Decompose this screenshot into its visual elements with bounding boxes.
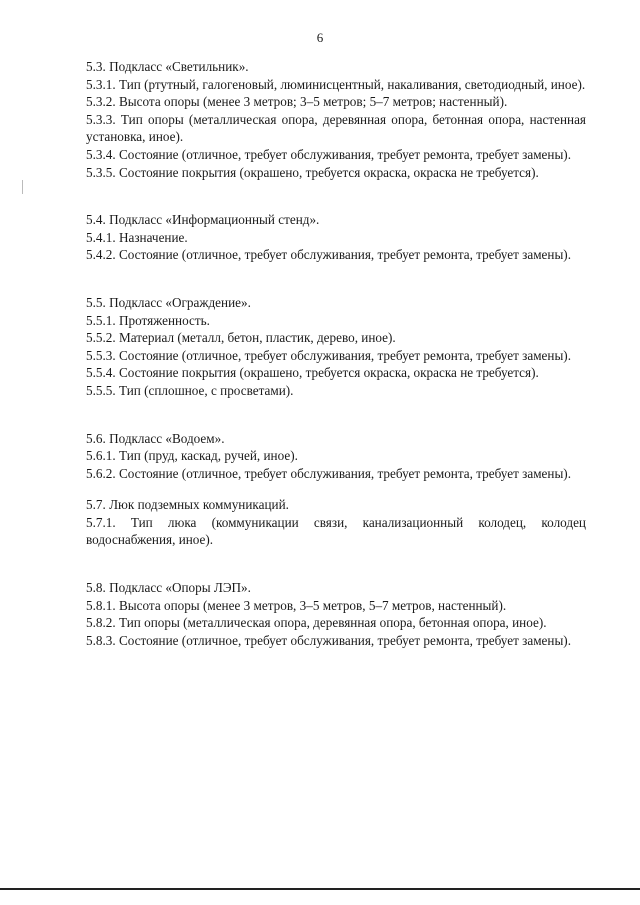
section-heading: 5.5. Подкласс «Ограждение». [86,294,251,310]
section-heading: 5.4. Подкласс «Информационный стенд». [86,212,320,228]
section-heading: 5.7. Люк подземных коммуникаций. [86,497,289,513]
list-item: 5.3.4. Состояние (отличное, требует обслуживания, требует ремонта, требует замены). [86,146,571,162]
list-item: 5.5.1. Протяженность. [86,312,210,328]
list-item: 5.8.2. Тип опоры (металлическая опора, деревянная опора, бетонная опора, иное). [86,615,547,631]
list-item: 5.5.2. Материал (металл, бетон, пластик, дерево, иное). [86,330,396,346]
list-item: 5.3.5. Состояние покрытия (окрашено, требуется окраска, окраска не требуется). [86,164,539,180]
section-5-8 [86,579,586,649]
section-5-3 [86,58,586,181]
list-item: 5.5.3. Состояние (отличное, требует обслуживания, требует ремонта, требует замены). [86,347,571,363]
list-item: 5.4.1. Назначение. [86,229,188,245]
scan-margin-mark [22,180,23,194]
list-item: 5.3.3. Тип опоры (металлическая опора, деревянная опора, бетонная опора, настенная установка, иное). [86,111,586,145]
list-item: 5.6.1. Тип (пруд, каскад, ручей, иное). [86,448,298,464]
document-body [86,58,586,649]
list-item: 5.7.1. Тип люка (коммуникации связи, канализационный колодец, колодец водоснабжения, иное). [86,514,586,548]
section-5-6 [86,430,586,483]
section-5-7 [86,496,586,549]
list-item: 5.3.1. Тип (ртутный, галогеновый, люминисцентный, накаливания, светодиодный, иное). [86,76,586,92]
list-item: 5.8.3. Состояние (отличное, требует обслуживания, требует ремонта, требует замены). [86,632,571,648]
list-item: 5.8.1. Высота опоры (менее 3 метров, 3–5 метров, 5–7 метров, настенный). [86,597,507,613]
list-item: 5.5.4. Состояние покрытия (окрашено, требуется окраска, окраска не требуется). [86,365,539,381]
section-5-5 [86,294,586,400]
section-heading: 5.6. Подкласс «Водоем». [86,430,225,446]
list-item: 5.5.5. Тип (сплошное, с просветами). [86,382,294,398]
section-heading: 5.8. Подкласс «Опоры ЛЭП». [86,580,251,596]
section-5-4 [86,211,586,264]
list-item: 5.6.2. Состояние (отличное, требует обслуживания, требует ремонта, требует замены). [86,465,571,481]
section-heading: 5.3. Подкласс «Светильник». [86,59,249,74]
list-item: 5.4.2. Состояние (отличное, требует обслуживания, требует ремонта, требует замены). [86,247,571,263]
list-item: 5.3.2. Высота опоры (менее 3 метров; 3–5 метров; 5–7 метров; настенный). [86,94,508,110]
bottom-rule [0,888,640,890]
page-number: 6 [316,30,324,45]
